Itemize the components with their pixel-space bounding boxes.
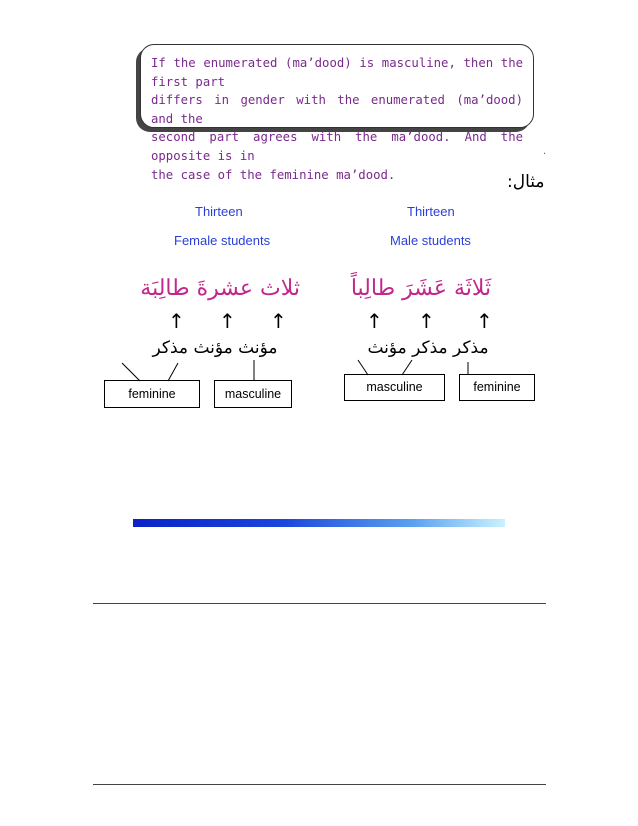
right-label-feminine: feminine — [459, 374, 535, 401]
connector-line — [122, 363, 140, 381]
right-number-en: Thirteen — [407, 204, 455, 219]
note-line-3: second part agrees with the ma’dood. And the opposite is in — [151, 130, 523, 163]
right-noun-en: Male students — [390, 233, 471, 248]
right-arrow-1: ↑ — [476, 309, 493, 333]
left-label-feminine: feminine — [104, 380, 200, 408]
right-gender-words: مذكر مذكر مؤنث — [367, 338, 489, 358]
left-number-en: Thirteen — [195, 204, 243, 219]
left-arabic-phrase: ثلاث عشرةَ طالِبَة — [140, 276, 300, 301]
stray-dot: . — [543, 146, 547, 157]
connector-line — [358, 360, 368, 375]
example-label: مثال: — [507, 172, 545, 192]
left-gender-words: مؤنث مؤنث مذكر — [152, 338, 278, 358]
note-line-1: If the enumerated (ma’dood) is masculine, then the first part — [151, 56, 523, 89]
left-noun-en: Female students — [174, 233, 271, 248]
horizontal-rule-bottom — [93, 784, 546, 785]
note-line-2: differs in gender with the enumerated (ma’dood) and the — [151, 93, 523, 126]
right-label-masculine: masculine — [344, 374, 445, 401]
connector-line — [168, 363, 178, 381]
horizontal-rule-top — [93, 603, 546, 604]
left-arrow-2: ↑ — [219, 309, 236, 333]
right-arabic-phrase: ثَلاثَة عَشَرَ طالِباً — [350, 276, 492, 301]
left-arrow-1: ↑ — [270, 309, 287, 333]
connector-line — [402, 360, 412, 375]
note-line-4: the case of the feminine ma’dood. — [151, 167, 396, 182]
gradient-divider — [133, 519, 505, 527]
left-label-masculine: masculine — [214, 380, 292, 408]
right-arrow-2: ↑ — [418, 309, 435, 333]
right-arrow-3: ↑ — [366, 309, 383, 333]
left-arrow-3: ↑ — [168, 309, 185, 333]
